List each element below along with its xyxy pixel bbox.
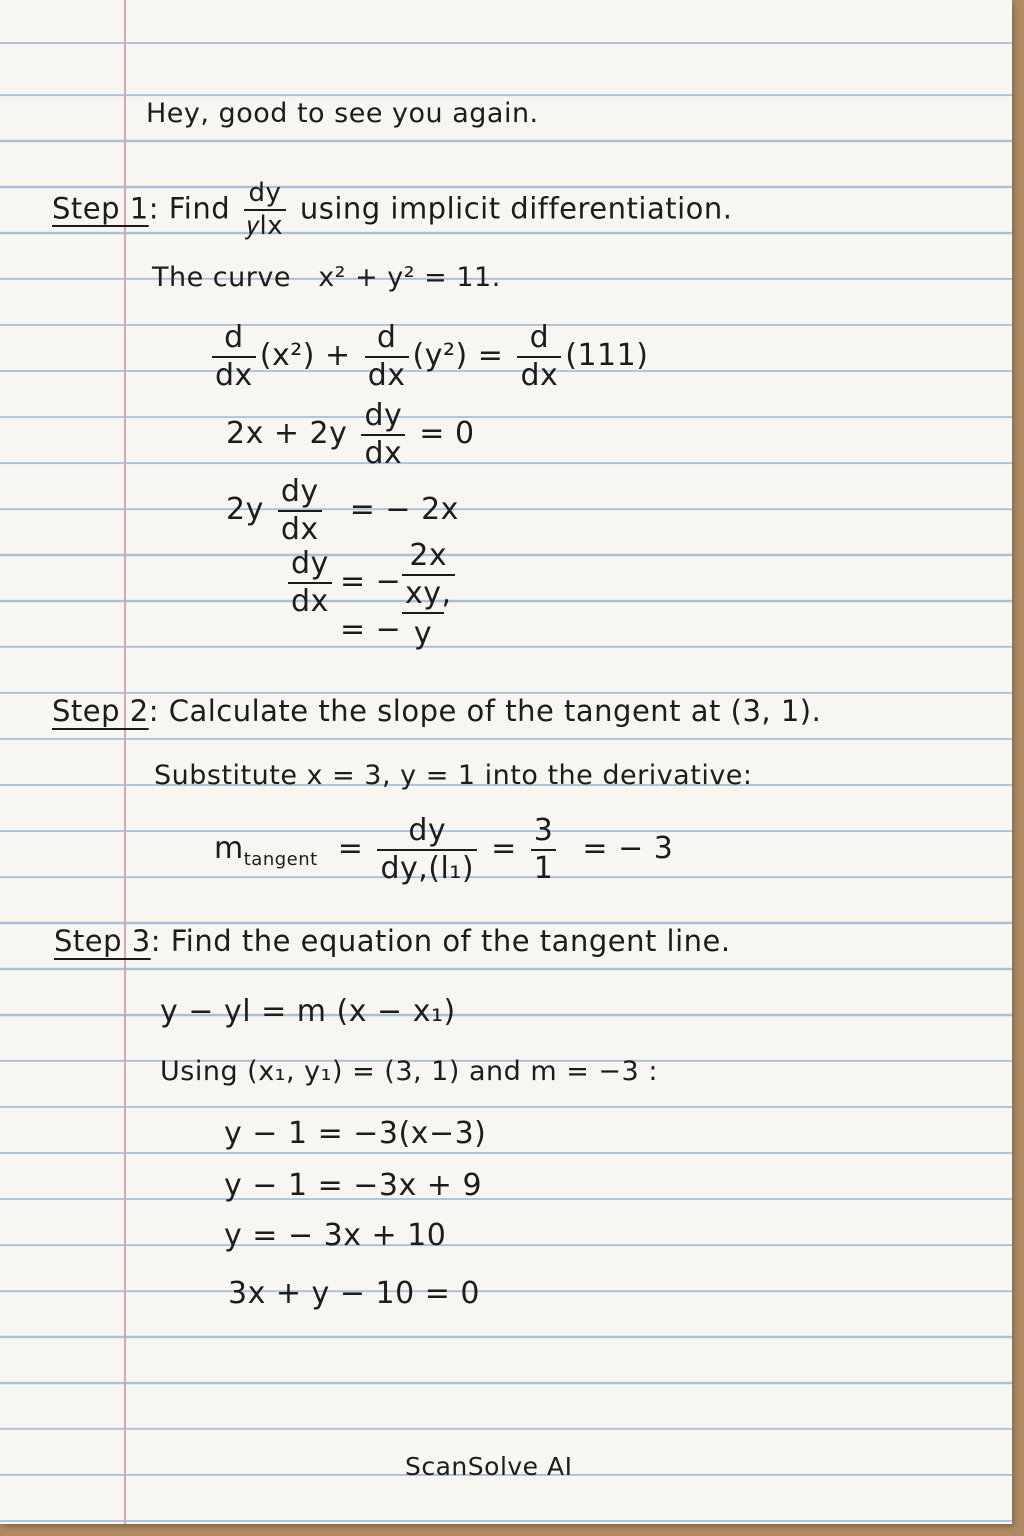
fraction-numerator: dy [361, 400, 405, 436]
m-label: m [214, 831, 244, 866]
d-dx-fraction [517, 322, 561, 391]
slope-fraction-1 [377, 815, 477, 884]
derivative-line-2 [226, 476, 459, 545]
derivative-line-1 [226, 400, 475, 469]
fraction-denominator: dx [367, 357, 406, 393]
curve-equation: x² + y² = 11. [318, 262, 501, 293]
step1-text-after: using implicit differentiation. [299, 191, 733, 226]
fraction-numerator: d [365, 322, 409, 358]
fraction-denominator: 𝑦lx [246, 211, 284, 242]
fraction-numerator: d [517, 322, 561, 358]
term-constant: (111) [565, 338, 649, 373]
slope-calculation [214, 815, 673, 884]
step3-label: Step 3 [54, 924, 151, 958]
fraction-numerator: dy [244, 180, 286, 211]
slope-fraction-2 [531, 815, 557, 884]
term-x-squared: (x²) + [259, 338, 351, 373]
step3-heading: Step 3: Find the equation of the tangent line. [54, 924, 731, 958]
fraction-denominator: dy,(l₁) [380, 850, 475, 886]
fraction-denominator: dx [280, 511, 319, 547]
expression-right: = 0 [419, 416, 475, 451]
equation-line-2: y − 1 = −3x + 9 [224, 1168, 483, 1203]
d-dx-fraction [365, 322, 409, 391]
equation-line-3: y = − 3x + 10 [224, 1218, 447, 1253]
equals-1: = [337, 831, 364, 866]
dydx-fraction [361, 400, 405, 469]
expression-right: = − 2x [349, 492, 459, 527]
curve-text: The curve [152, 262, 291, 293]
d-dx-fraction [212, 322, 256, 391]
equation-line-4: 3x + y − 10 = 0 [228, 1276, 480, 1311]
substitute-line: Substitute x = 3, y = 1 into the derivative: [154, 760, 753, 791]
step2-heading: Step 2: Calculate the slope of the tangent at (3, 1). [52, 694, 822, 728]
step2-label: Step 2 [52, 694, 149, 728]
fraction-numerator: dy [278, 476, 322, 512]
dydx-fraction [278, 476, 322, 545]
fraction-numerator: dy [288, 548, 332, 584]
step1-heading: Step 1: Find $\frac{dy}{\text{𝑦lx}}$ using implicit differentiation. [52, 178, 733, 242]
differentiate-line [208, 322, 648, 391]
expression-left: 2x + 2y [226, 416, 348, 451]
step1-label: Step 1 [52, 191, 149, 226]
term-y-squared: (y²) = [412, 338, 504, 373]
fraction-denominator: xy, [405, 575, 452, 611]
fraction-denominator: dx [520, 357, 559, 393]
curve-line [152, 262, 501, 293]
slope-result: = − 3 [582, 831, 674, 866]
equation-line-1: y − 1 = −3(x−3) [224, 1116, 487, 1151]
fraction-over-y: y [402, 612, 444, 651]
fraction-numerator: 3 [531, 815, 557, 851]
step1-dydx-fraction [244, 180, 286, 241]
equals-minus-2: = − [340, 612, 402, 647]
fraction-numerator: dy [377, 815, 477, 851]
m-subscript: tangent [243, 849, 318, 870]
fraction-denominator: dx [364, 435, 403, 471]
fraction-numerator: 2x [402, 540, 455, 576]
equals-minus-1: = − [340, 564, 402, 599]
greeting: Hey, good to see you again. [146, 98, 539, 129]
using-line: Using (x₁, y₁) = (3, 1) and m = −3 : [160, 1056, 658, 1087]
footer-brand: ScanSolve AI [405, 1452, 573, 1481]
step1-text-before: Find [168, 191, 231, 226]
fraction-2x-xy [398, 540, 459, 609]
point-slope-formula: y − yl = m (x − x₁) [160, 994, 456, 1029]
expression-left: 2y [226, 492, 264, 527]
equals-2: = [491, 831, 517, 866]
fraction-2x [402, 540, 455, 609]
fraction-denominator: dx [215, 357, 253, 393]
dydx-fraction [288, 548, 332, 617]
fraction-denominator: dx [291, 583, 329, 619]
step2-text: Calculate the slope of the tangent at (3, 1). [168, 694, 822, 728]
fraction-denominator: 1 [533, 850, 554, 886]
fraction-numerator: d [212, 322, 256, 358]
derivative-line-3 [284, 548, 336, 617]
step3-text: Find the equation of the tangent line. [170, 924, 731, 958]
